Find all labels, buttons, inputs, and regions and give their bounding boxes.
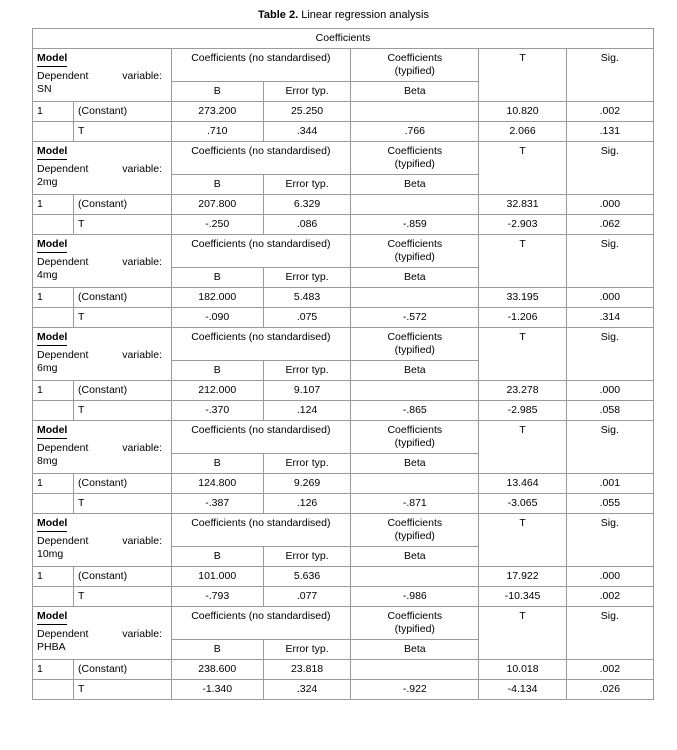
row-sig-value: .058 <box>566 401 653 421</box>
b-header: B <box>171 175 263 195</box>
row-t-value: 13.464 <box>479 474 566 494</box>
table-caption-label: Table 2. <box>257 9 299 21</box>
coefficients-typified-header: Coefficients (typified) <box>351 49 479 82</box>
row-predictor-label: T <box>74 215 172 235</box>
row-b-value: 273.200 <box>171 102 263 122</box>
model-label: Model <box>37 145 67 160</box>
row-t-value: -10.345 <box>479 587 566 607</box>
table-row <box>33 102 654 122</box>
t-header: T <box>479 328 566 381</box>
row-error-value: 5.636 <box>263 567 350 587</box>
row-t-value: -1.206 <box>479 308 566 328</box>
table-row <box>33 587 654 607</box>
table-row <box>33 195 654 215</box>
row-sig-value: .055 <box>566 494 653 514</box>
t-header: T <box>479 235 566 288</box>
row-error-value: .075 <box>263 308 350 328</box>
row-t-value: 10.820 <box>479 102 566 122</box>
row-b-value: 212.000 <box>171 381 263 401</box>
dependent-variable-value: 6mg <box>37 362 58 374</box>
row-model-number: 1 <box>33 474 74 494</box>
model-header-row <box>33 328 654 361</box>
row-b-value: 101.000 <box>171 567 263 587</box>
model-label: Model <box>37 52 67 67</box>
row-sig-value: .000 <box>566 381 653 401</box>
t-header: T <box>479 142 566 195</box>
t-header: T <box>479 49 566 102</box>
sig-header: Sig. <box>566 49 653 102</box>
model-cell <box>33 142 172 195</box>
row-sig-value: .131 <box>566 122 653 142</box>
dependent-variable-value: 10mg <box>37 548 64 560</box>
row-beta-value <box>351 195 479 215</box>
coefficients-unstandardised-header: Coefficients (no standardised) <box>171 607 351 640</box>
row-error-value: 25.250 <box>263 102 350 122</box>
row-error-value: 23.818 <box>263 660 350 680</box>
sig-header: Sig. <box>566 421 653 474</box>
beta-header: Beta <box>351 454 479 474</box>
row-t-value: -4.134 <box>479 680 566 700</box>
sig-header: Sig. <box>566 235 653 288</box>
error-header: Error typ. <box>263 268 350 288</box>
model-label: Model <box>37 238 67 253</box>
model-label: Model <box>37 610 67 625</box>
row-beta-value <box>351 288 479 308</box>
row-model-number: 1 <box>33 660 74 680</box>
table-row <box>33 401 654 421</box>
table-row <box>33 288 654 308</box>
coefficients-typified-header: Coefficients (typified) <box>351 328 479 361</box>
row-sig-value: .002 <box>566 587 653 607</box>
coefficients-typified-header: Coefficients (typified) <box>351 607 479 640</box>
coefficients-typified-header: Coefficients (typified) <box>351 142 479 175</box>
row-t-value: -2.985 <box>479 401 566 421</box>
row-sig-value: .002 <box>566 660 653 680</box>
model-cell <box>33 514 172 567</box>
table-row <box>33 494 654 514</box>
model-label: Model <box>37 331 67 346</box>
row-error-value: 6.329 <box>263 195 350 215</box>
model-label: Model <box>37 424 67 439</box>
row-sig-value: .002 <box>566 102 653 122</box>
t-header: T <box>479 421 566 474</box>
coefficients-typified-header: Coefficients (typified) <box>351 514 479 547</box>
table-caption <box>32 8 655 22</box>
row-model-number <box>33 494 74 514</box>
row-predictor-label: (Constant) <box>74 474 172 494</box>
table-title-row <box>33 29 654 49</box>
dependent-variable-label: Dependent variable: <box>37 256 162 268</box>
dependent-variable-value: 8mg <box>37 455 58 467</box>
row-predictor-label: T <box>74 680 172 700</box>
row-predictor-label: T <box>74 401 172 421</box>
coefficients-unstandardised-header: Coefficients (no standardised) <box>171 514 351 547</box>
row-error-value: 5.483 <box>263 288 350 308</box>
beta-header: Beta <box>351 640 479 660</box>
coefficients-typified-header: Coefficients (typified) <box>351 421 479 454</box>
coefficients-typified-header: Coefficients (typified) <box>351 235 479 268</box>
row-model-number <box>33 680 74 700</box>
dependent-variable-label: Dependent variable: <box>37 628 162 640</box>
row-beta-value: -.986 <box>351 587 479 607</box>
model-header-row <box>33 514 654 547</box>
sig-header: Sig. <box>566 142 653 195</box>
row-model-number <box>33 215 74 235</box>
row-error-value: .124 <box>263 401 350 421</box>
beta-header: Beta <box>351 175 479 195</box>
error-header: Error typ. <box>263 361 350 381</box>
row-beta-value <box>351 474 479 494</box>
row-t-value: 33.195 <box>479 288 566 308</box>
model-cell <box>33 328 172 381</box>
model-cell <box>33 607 172 660</box>
row-b-value: -.387 <box>171 494 263 514</box>
row-t-value: 23.278 <box>479 381 566 401</box>
b-header: B <box>171 640 263 660</box>
row-error-value: .126 <box>263 494 350 514</box>
table-caption-text: Linear regression analysis <box>298 9 429 21</box>
table-row <box>33 567 654 587</box>
b-header: B <box>171 268 263 288</box>
model-cell <box>33 49 172 102</box>
row-model-number <box>33 587 74 607</box>
row-beta-value: .766 <box>351 122 479 142</box>
row-beta-value: -.865 <box>351 401 479 421</box>
row-t-value: 32.831 <box>479 195 566 215</box>
error-header: Error typ. <box>263 175 350 195</box>
row-t-value: 2.066 <box>479 122 566 142</box>
model-header-row <box>33 235 654 268</box>
row-b-value: -1.340 <box>171 680 263 700</box>
row-beta-value: -.922 <box>351 680 479 700</box>
row-t-value: 10.018 <box>479 660 566 680</box>
row-sig-value: .000 <box>566 195 653 215</box>
row-model-number: 1 <box>33 195 74 215</box>
coefficients-table <box>32 28 654 700</box>
error-header: Error typ. <box>263 547 350 567</box>
row-predictor-label: T <box>74 587 172 607</box>
model-header-row <box>33 49 654 82</box>
t-header: T <box>479 607 566 660</box>
dependent-variable-value: SN <box>37 83 52 95</box>
row-t-value: -3.065 <box>479 494 566 514</box>
beta-header: Beta <box>351 82 479 102</box>
row-b-value: -.370 <box>171 401 263 421</box>
row-predictor-label: (Constant) <box>74 195 172 215</box>
row-model-number <box>33 122 74 142</box>
row-b-value: 182.000 <box>171 288 263 308</box>
dependent-variable-label: Dependent variable: <box>37 535 162 547</box>
coefficients-unstandardised-header: Coefficients (no standardised) <box>171 49 351 82</box>
row-predictor-label: T <box>74 122 172 142</box>
beta-header: Beta <box>351 361 479 381</box>
row-b-value: 207.800 <box>171 195 263 215</box>
model-header-row <box>33 421 654 454</box>
row-beta-value <box>351 381 479 401</box>
table-row <box>33 660 654 680</box>
row-model-number <box>33 308 74 328</box>
row-error-value: .077 <box>263 587 350 607</box>
table-row <box>33 680 654 700</box>
row-sig-value: .314 <box>566 308 653 328</box>
row-sig-value: .000 <box>566 288 653 308</box>
model-label: Model <box>37 517 67 532</box>
row-sig-value: .000 <box>566 567 653 587</box>
row-model-number: 1 <box>33 288 74 308</box>
row-t-value: -2.903 <box>479 215 566 235</box>
row-error-value: .086 <box>263 215 350 235</box>
row-beta-value <box>351 567 479 587</box>
row-predictor-label: (Constant) <box>74 381 172 401</box>
row-model-number: 1 <box>33 567 74 587</box>
table-row <box>33 308 654 328</box>
b-header: B <box>171 547 263 567</box>
row-error-value: 9.107 <box>263 381 350 401</box>
coefficients-unstandardised-header: Coefficients (no standardised) <box>171 421 351 454</box>
dependent-variable-label: Dependent variable: <box>37 163 162 175</box>
row-b-value: -.793 <box>171 587 263 607</box>
model-cell <box>33 235 172 288</box>
row-error-value: .344 <box>263 122 350 142</box>
table-row <box>33 215 654 235</box>
dependent-variable-value: 2mg <box>37 176 58 188</box>
b-header: B <box>171 454 263 474</box>
dependent-variable-value: 4mg <box>37 269 58 281</box>
error-header: Error typ. <box>263 82 350 102</box>
row-beta-value <box>351 102 479 122</box>
sig-header: Sig. <box>566 607 653 660</box>
row-b-value: -.250 <box>171 215 263 235</box>
coefficients-unstandardised-header: Coefficients (no standardised) <box>171 235 351 268</box>
beta-header: Beta <box>351 547 479 567</box>
row-beta-value: -.572 <box>351 308 479 328</box>
row-predictor-label: (Constant) <box>74 567 172 587</box>
row-b-value: .710 <box>171 122 263 142</box>
table-row <box>33 122 654 142</box>
row-beta-value: -.859 <box>351 215 479 235</box>
sig-header: Sig. <box>566 328 653 381</box>
row-error-value: .324 <box>263 680 350 700</box>
row-predictor-label: T <box>74 308 172 328</box>
sig-header: Sig. <box>566 514 653 567</box>
row-predictor-label: (Constant) <box>74 660 172 680</box>
error-header: Error typ. <box>263 640 350 660</box>
table-row <box>33 474 654 494</box>
beta-header: Beta <box>351 268 479 288</box>
row-beta-value <box>351 660 479 680</box>
row-b-value: 238.600 <box>171 660 263 680</box>
row-predictor-label: T <box>74 494 172 514</box>
row-predictor-label: (Constant) <box>74 102 172 122</box>
dependent-variable-label: Dependent variable: <box>37 349 162 361</box>
model-header-row <box>33 142 654 175</box>
row-b-value: -.090 <box>171 308 263 328</box>
t-header: T <box>479 514 566 567</box>
table-row <box>33 381 654 401</box>
row-predictor-label: (Constant) <box>74 288 172 308</box>
row-error-value: 9.269 <box>263 474 350 494</box>
dependent-variable-label: Dependent variable: <box>37 70 162 82</box>
error-header: Error typ. <box>263 454 350 474</box>
row-t-value: 17.922 <box>479 567 566 587</box>
row-model-number: 1 <box>33 102 74 122</box>
row-sig-value: .062 <box>566 215 653 235</box>
model-cell <box>33 421 172 474</box>
b-header: B <box>171 361 263 381</box>
b-header: B <box>171 82 263 102</box>
dependent-variable-label: Dependent variable: <box>37 442 162 454</box>
row-sig-value: .001 <box>566 474 653 494</box>
row-model-number <box>33 401 74 421</box>
dependent-variable-value: PHBA <box>37 641 66 653</box>
table-title: Coefficients <box>33 29 654 49</box>
coefficients-unstandardised-header: Coefficients (no standardised) <box>171 328 351 361</box>
row-b-value: 124.800 <box>171 474 263 494</box>
row-sig-value: .026 <box>566 680 653 700</box>
coefficients-unstandardised-header: Coefficients (no standardised) <box>171 142 351 175</box>
row-model-number: 1 <box>33 381 74 401</box>
row-beta-value: -.871 <box>351 494 479 514</box>
model-header-row <box>33 607 654 640</box>
table-body <box>33 29 654 700</box>
